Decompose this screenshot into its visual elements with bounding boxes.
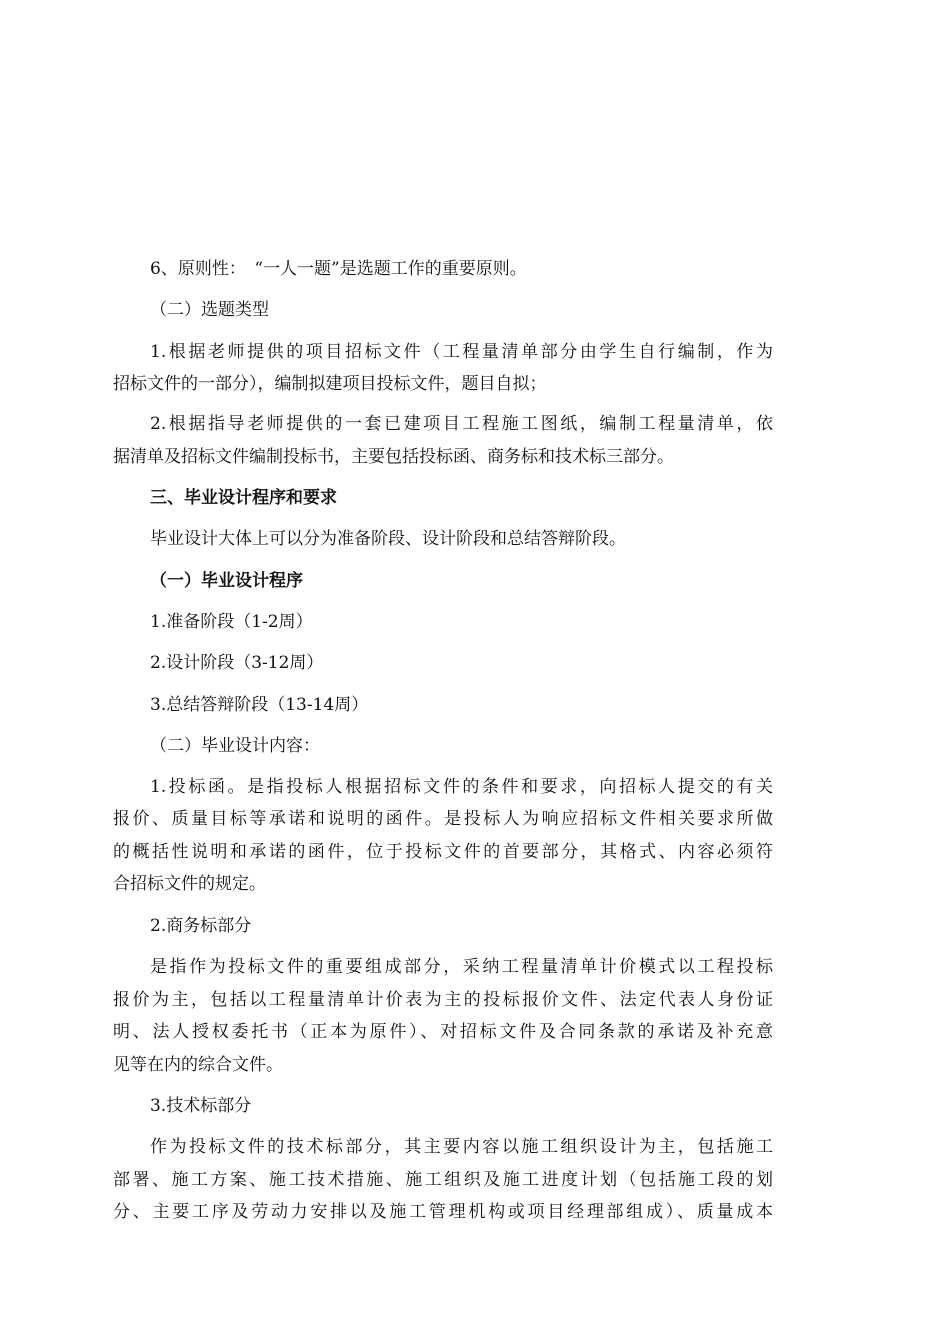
paragraph-line: 2.根据指导老师提供的一套已建项目工程施工图纸，编制工程量清单，依 bbox=[150, 414, 773, 434]
section-topic-types: （二）选题类型 bbox=[150, 300, 269, 320]
paragraph-line: 报价为主，包括以工程量清单计价表为主的投标报价文件、法定代表人身份证 bbox=[113, 990, 773, 1010]
list-item: 3.技术标部分 bbox=[150, 1096, 252, 1116]
heading-design-procedure: 三、毕业设计程序和要求 bbox=[150, 488, 337, 508]
paragraph-line: 1.根据老师提供的项目招标文件（工程量清单部分由学生自行编制，作为 bbox=[150, 342, 773, 362]
paragraph-line: 明、法人授权委托书（正本为原件）、对招标文件及合同条款的承诺及补充意 bbox=[113, 1022, 773, 1042]
paragraph-line: 见等在内的综合文件。 bbox=[113, 1055, 283, 1075]
paragraph-line: 报价、质量目标等承诺和说明的函件。是投标人为响应招标文件相关要求所做 bbox=[113, 809, 773, 829]
paragraph-line: 分、主要工序及劳动力安排以及施工管理机构或项目经理部组成）、质量成本 bbox=[113, 1202, 773, 1222]
paragraph-line: 是指作为投标文件的重要组成部分，采纳工程量清单计价模式以工程投标 bbox=[150, 957, 773, 977]
paragraph-line: 毕业设计大体上可以分为准备阶段、设计阶段和总结答辩阶段。 bbox=[150, 529, 626, 549]
subheading-design-content: （二）毕业设计内容： bbox=[150, 736, 320, 756]
list-item: 3.总结答辩阶段（13-14周） bbox=[150, 695, 369, 715]
list-item: 2.商务标部分 bbox=[150, 916, 252, 936]
list-item: 1.准备阶段（1-2周） bbox=[150, 612, 313, 632]
paragraph-line: 的概括性说明和承诺的函件，位于投标文件的首要部分，其格式、内容必须符 bbox=[113, 842, 773, 862]
list-item: 2.设计阶段（3-12周） bbox=[150, 653, 324, 673]
subheading-design-procedure: （一）毕业设计程序 bbox=[150, 571, 303, 591]
paragraph-line: 据清单及招标文件编制投标书，主要包括投标函、商务标和技术标三部分。 bbox=[113, 447, 674, 467]
paragraph-line: 部署、施工方案、施工技术措施、施工组织及施工进度计划（包括施工段的划 bbox=[113, 1170, 773, 1190]
paragraph-line: 1.投标函。是指投标人根据招标文件的条件和要求，向招标人提交的有关 bbox=[150, 777, 773, 797]
principle-6: 6、原则性： “一人一题”是选题工作的重要原则。 bbox=[150, 259, 527, 279]
paragraph-line: 作为投标文件的技术标部分，其主要内容以施工组织设计为主，包括施工 bbox=[150, 1137, 773, 1157]
paragraph-line: 合招标文件的规定。 bbox=[113, 874, 266, 894]
paragraph-line: 招标文件的一部分），编制拟建项目投标文件，题目自拟； bbox=[113, 374, 547, 394]
